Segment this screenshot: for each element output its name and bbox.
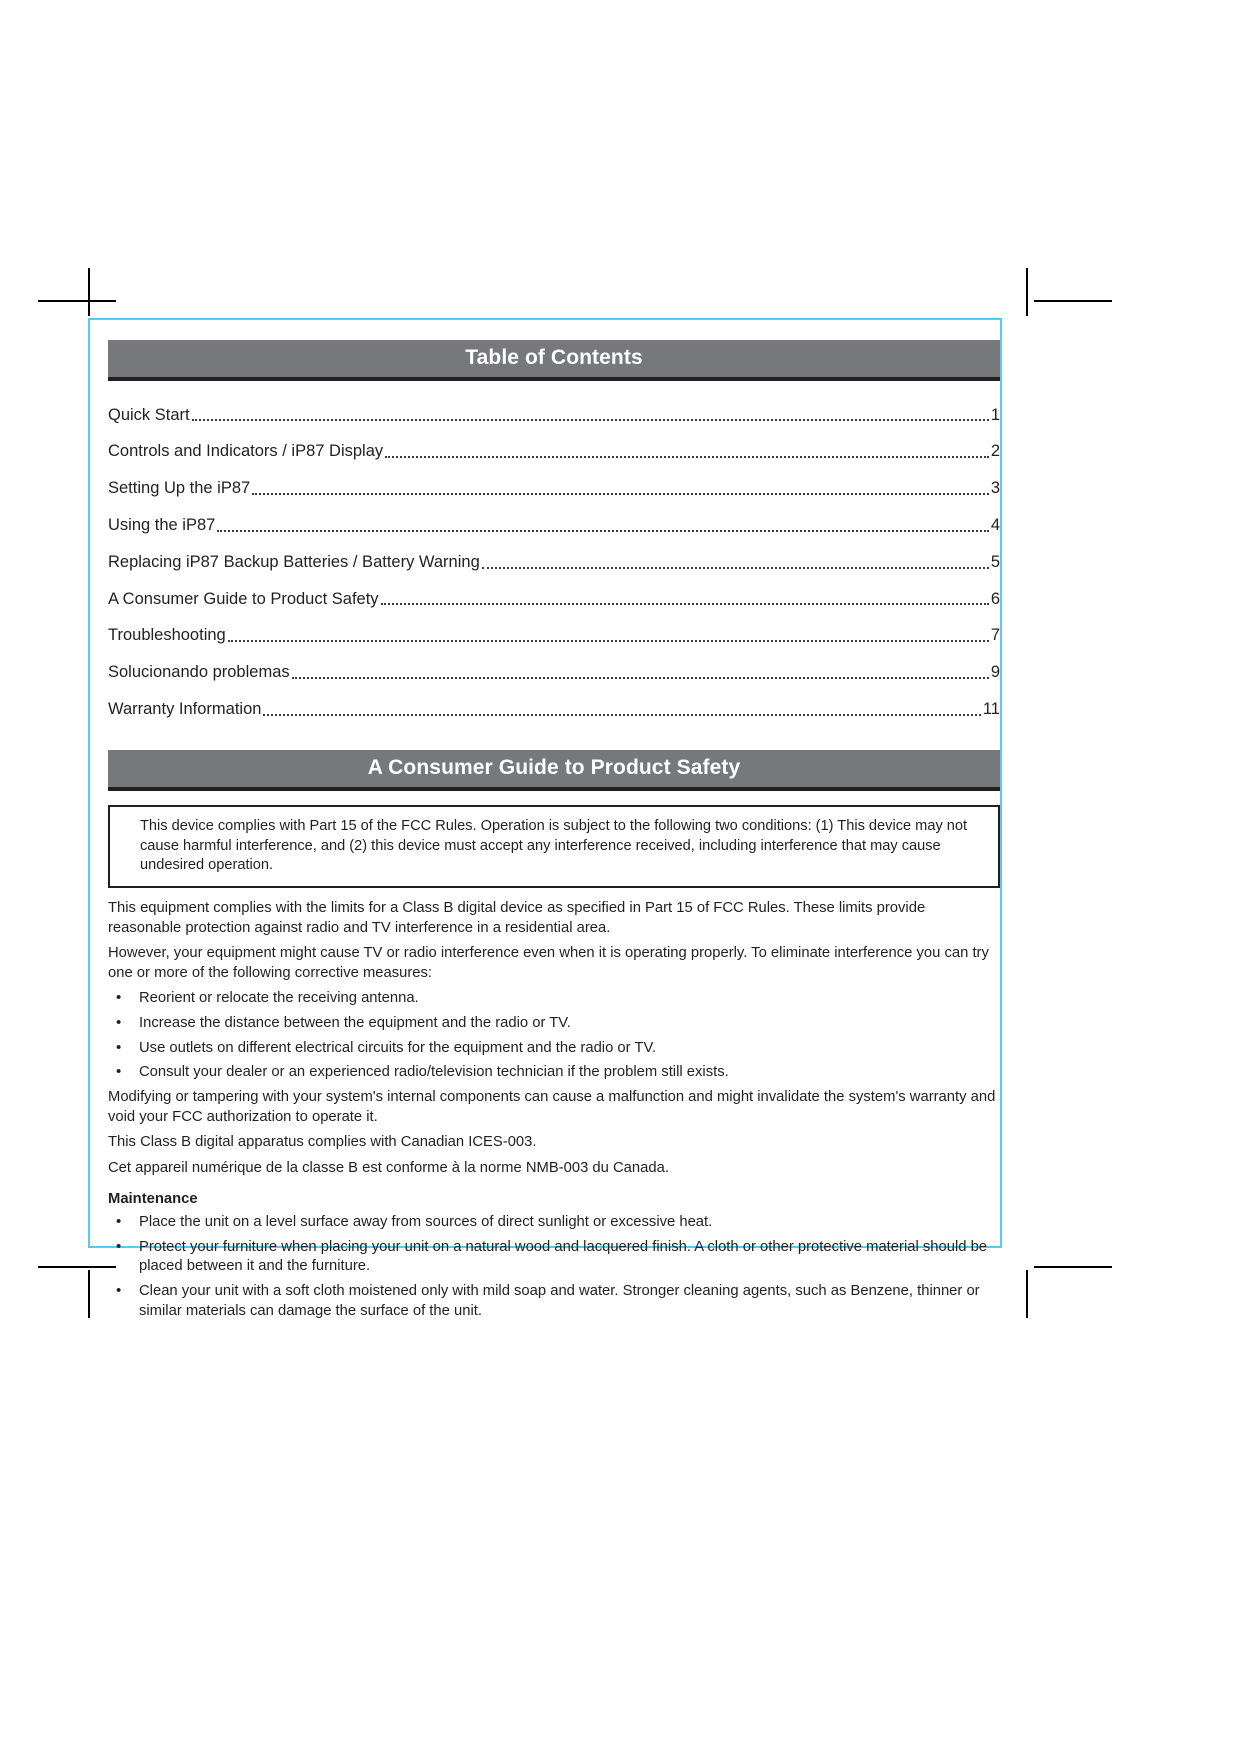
list-item: • Protect your furniture when placing your unit on a natural wood and lacquered finish. A cloth or other protective material should be placed between it and the furniture. bbox=[108, 1238, 1000, 1277]
toc-entry-title: Setting Up the iP87 bbox=[108, 479, 251, 498]
toc-entry-page: 5 bbox=[990, 552, 1000, 571]
fcc-notice-box bbox=[108, 805, 1000, 888]
toc-entry[interactable] bbox=[108, 581, 1000, 618]
list-item: • Reorient or relocate the receiving antenna. bbox=[108, 989, 1000, 1009]
crop-mark-bottom-left-horizontal bbox=[38, 1266, 116, 1268]
safety-body bbox=[108, 899, 1000, 1321]
toc-entry[interactable] bbox=[108, 471, 1000, 508]
list-item: • Clean your unit with a soft cloth moistened only with mild soap and water. Stronger cleaning agents, such as Benzene, thinner or similar materials can damage the surface of the unit. bbox=[108, 1282, 1000, 1321]
consumer-guide-header: A Consumer Guide to Product Safety bbox=[108, 750, 1000, 791]
maintenance-list bbox=[108, 1213, 1000, 1321]
safety-paragraph-4: This Class B digital apparatus complies with Canadian ICES-003. bbox=[108, 1134, 537, 1151]
table-of-contents-list bbox=[108, 397, 1000, 728]
toc-leader-dots bbox=[385, 456, 989, 458]
list-item: • Use outlets on different electrical circuits for the equipment and the radio or TV. bbox=[108, 1039, 1000, 1059]
toc-leader-dots bbox=[217, 530, 988, 532]
crop-mark-bottom-right-vertical bbox=[1026, 1270, 1028, 1318]
toc-entry-page: 6 bbox=[990, 589, 1000, 608]
toc-entry-page: 11 bbox=[982, 700, 1000, 719]
toc-entry-title: Using the iP87 bbox=[108, 516, 216, 535]
toc-entry[interactable] bbox=[108, 544, 1000, 581]
toc-entry-page: 2 bbox=[990, 442, 1000, 461]
toc-entry-page: 3 bbox=[990, 479, 1000, 498]
crop-mark-top-left-vertical bbox=[88, 268, 90, 316]
safety-paragraph-1: This equipment complies with the limits for a Class B digital device as specified in Part 15 of FCC Rules. These limits provide reasonable protection against radio and TV interference in a residential area. bbox=[108, 900, 926, 936]
safety-paragraph-3: Modifying or tampering with your system's internal components can cause a malfunction and might invalidate the system's warranty and void your FCC authorization to operate it. bbox=[108, 1089, 996, 1125]
crop-mark-bottom-left-vertical bbox=[88, 1270, 90, 1318]
toc-entry[interactable] bbox=[108, 655, 1000, 692]
list-item: • Consult your dealer or an experienced radio/television technician if the problem still exists. bbox=[108, 1063, 1000, 1083]
crop-mark-top-left-horizontal bbox=[38, 300, 116, 302]
table-of-contents-header: Table of Contents bbox=[108, 340, 1000, 381]
toc-leader-dots bbox=[252, 493, 989, 495]
toc-leader-dots bbox=[292, 677, 989, 679]
corrective-measures-list bbox=[108, 989, 1000, 1083]
toc-entry-title: Controls and Indicators / iP87 Display bbox=[108, 442, 384, 461]
list-item: • Increase the distance between the equipment and the radio or TV. bbox=[108, 1014, 1000, 1034]
toc-leader-dots bbox=[482, 567, 989, 569]
toc-entry-title: Quick Start bbox=[108, 405, 190, 424]
fcc-notice-text: This device complies with Part 15 of the FCC Rules. Operation is subject to the following two conditions: (1) This device may not cause harmful interference, and (2) this device must accept any interference received, including interference that may cause undesired operation. bbox=[140, 818, 968, 873]
toc-leader-dots bbox=[381, 603, 989, 605]
toc-entry[interactable] bbox=[108, 508, 1000, 545]
toc-entry-page: 1 bbox=[990, 405, 1000, 424]
toc-leader-dots bbox=[192, 419, 989, 421]
toc-entry-title: Solucionando problemas bbox=[108, 663, 290, 682]
toc-entry[interactable] bbox=[108, 397, 1000, 434]
page-content bbox=[108, 340, 1000, 1326]
safety-paragraph-5: Cet appareil numérique de la classe B est conforme à la norme NMB-003 du Canada. bbox=[108, 1159, 669, 1176]
safety-paragraph-2: However, your equipment might cause TV or radio interference even when it is operating properly. To eliminate interference you can try one or more of the following corrective measures: bbox=[108, 945, 989, 981]
toc-entry[interactable] bbox=[108, 434, 1000, 471]
toc-entry-title: A Consumer Guide to Product Safety bbox=[108, 589, 379, 608]
list-item: • Place the unit on a level surface away from sources of direct sunlight or excessive heat. bbox=[108, 1213, 1000, 1233]
toc-entry-page: 4 bbox=[990, 516, 1000, 535]
crop-mark-bottom-right-horizontal bbox=[1034, 1266, 1112, 1268]
toc-entry-page: 9 bbox=[990, 663, 1000, 682]
toc-entry-title: Warranty Information bbox=[108, 700, 262, 719]
toc-entry-page: 7 bbox=[990, 626, 1000, 645]
toc-leader-dots bbox=[263, 714, 980, 716]
toc-entry[interactable] bbox=[108, 692, 1000, 729]
toc-entry-title: Replacing iP87 Backup Batteries / Battery Warning bbox=[108, 552, 480, 571]
toc-entry-title: Troubleshooting bbox=[108, 626, 226, 645]
crop-mark-top-right-horizontal bbox=[1034, 300, 1112, 302]
toc-entry[interactable] bbox=[108, 618, 1000, 655]
crop-mark-top-right-vertical bbox=[1026, 268, 1028, 316]
maintenance-heading: Maintenance bbox=[108, 1191, 198, 1208]
toc-leader-dots bbox=[228, 640, 989, 642]
